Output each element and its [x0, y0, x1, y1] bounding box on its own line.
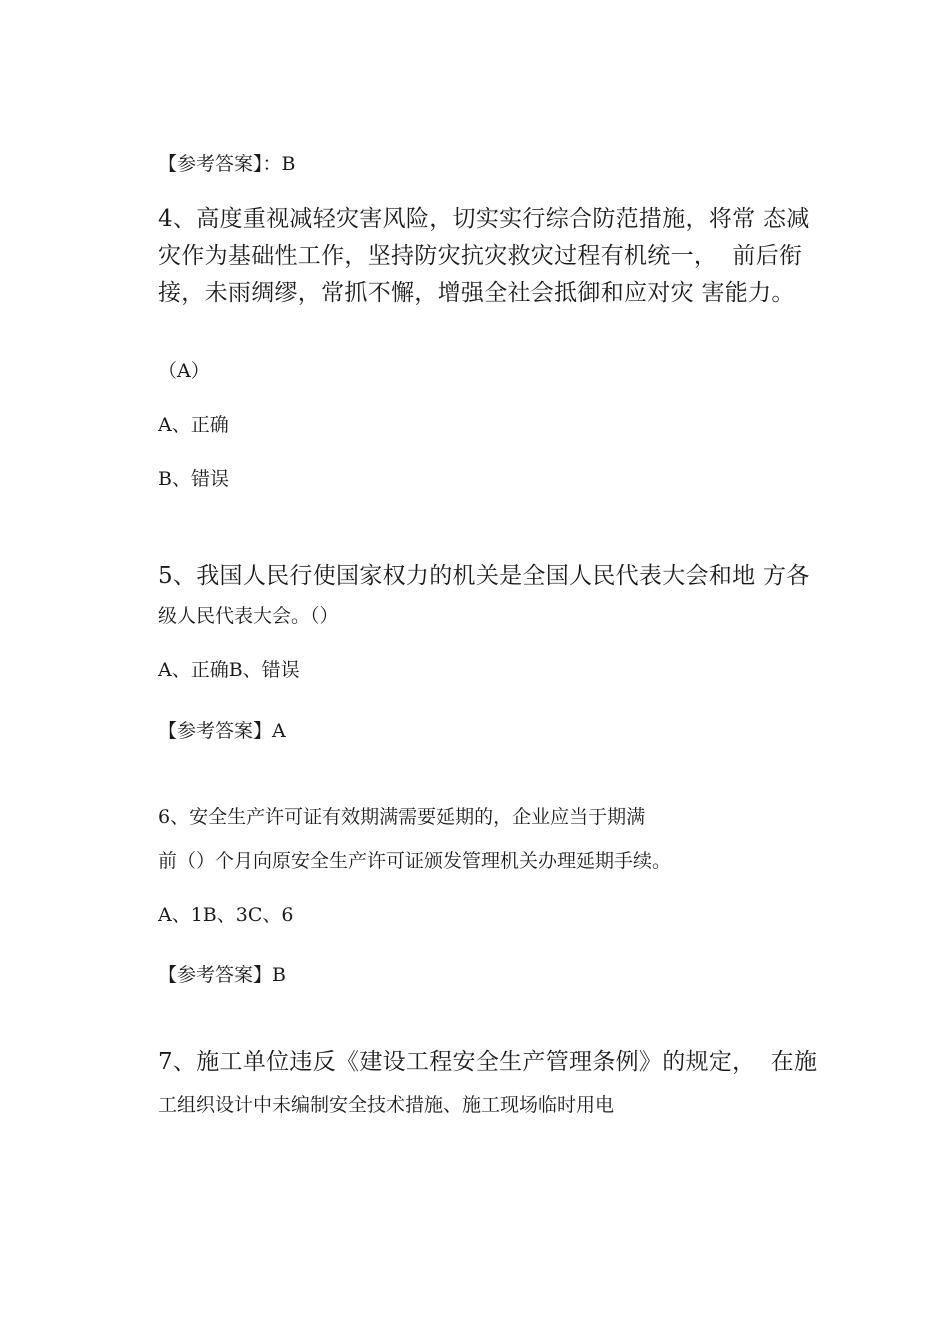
question-4-line-1: 4、高度重视减轻灾害风险，切实实行综合防范措施，将常 态减	[158, 206, 810, 232]
question-4-line-2: 灾作为基础性工作，坚持防灾抗灾救灾过程有机统一， 前后衔	[158, 243, 803, 269]
question-5-line-2: 级人民代表大会。（）	[158, 605, 339, 627]
answer-q5: 【参考答案】A	[158, 720, 286, 742]
option-q4-a: A、正确	[158, 414, 229, 436]
option-q6: A、1B、3C、6	[158, 904, 294, 926]
question-7-line-1: 7、施工单位违反《建设工程安全生产管理条例》的规定， 在施	[158, 1049, 818, 1075]
question-7-line-2: 工组织设计中未编制安全技术措施、施工现场临时用电	[158, 1094, 615, 1116]
question-6-line-1: 6、安全生产许可证有效期满需要延期的，企业应当于期满	[158, 806, 646, 828]
answer-q6: 【参考答案】B	[158, 964, 286, 986]
answer-q3: 【参考答案】：B	[158, 153, 296, 175]
option-q5: A、正确B、错误	[158, 659, 300, 681]
question-4-line-4: （A）	[158, 360, 210, 382]
question-5-line-1: 5、我国人民行使国家权力的机关是全国人民代表大会和地 方各	[158, 563, 810, 589]
question-4-line-3: 接，未雨绸缪，常抓不懈，增强全社会抵御和应对灾 害能力。	[158, 280, 795, 306]
question-6-line-2: 前（）个月向原安全生产许可证颁发管理机关办理延期手续。	[158, 850, 672, 872]
option-q4-b: B、错误	[158, 468, 229, 490]
